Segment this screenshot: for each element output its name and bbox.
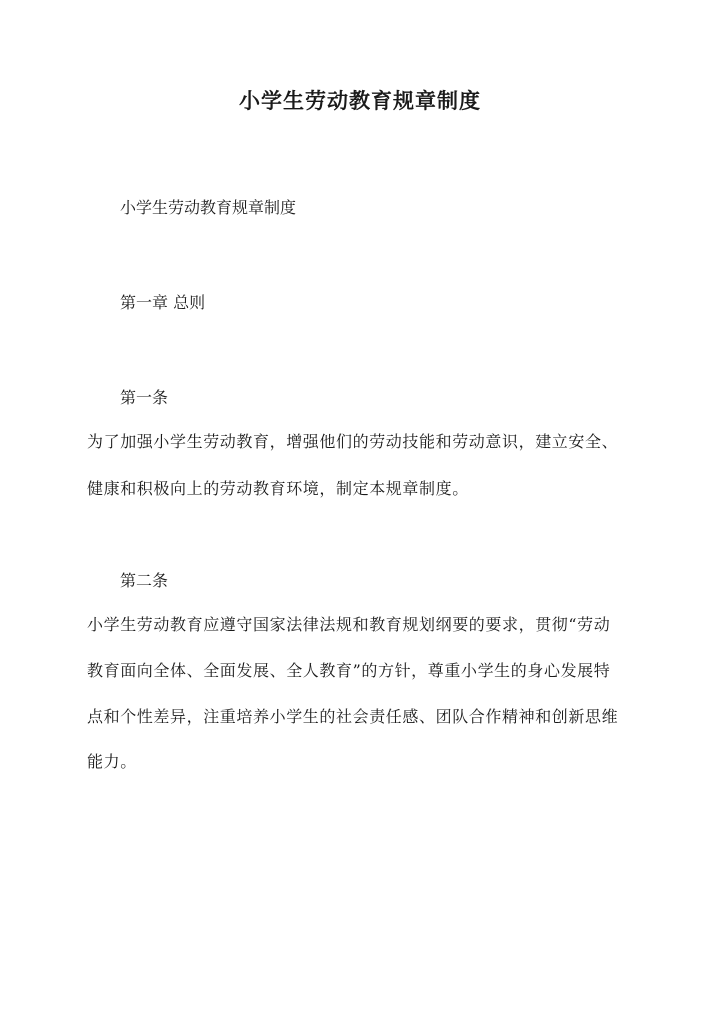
- document-subtitle: 小学生劳动教育规章制度: [120, 198, 297, 217]
- chapter-heading: 第一章 总则: [120, 293, 206, 312]
- article-1-line: 为了加强小学生劳动教育，增强他们的劳动技能和劳动意识，建立安全、: [87, 432, 619, 451]
- article-2-line: 能力。: [87, 752, 137, 771]
- article-1-line: 健康和积极向上的劳动教育环境，制定本规章制度。: [87, 479, 469, 498]
- article-1-heading: 第一条: [120, 388, 169, 407]
- article-2-line: 小学生劳动教育应遵守国家法律法规和教育规划纲要的要求，贯彻“劳动: [87, 615, 611, 634]
- article-2-line: 点和个性差异，注重培养小学生的社会责任感、团队合作精神和创新思维: [87, 707, 619, 726]
- article-2-line: 教育面向全体、全面发展、全人教育”的方针，尊重小学生的身心发展特: [87, 661, 611, 680]
- document-title: 小学生劳动教育规章制度: [239, 88, 481, 113]
- article-2-heading: 第二条: [120, 571, 169, 590]
